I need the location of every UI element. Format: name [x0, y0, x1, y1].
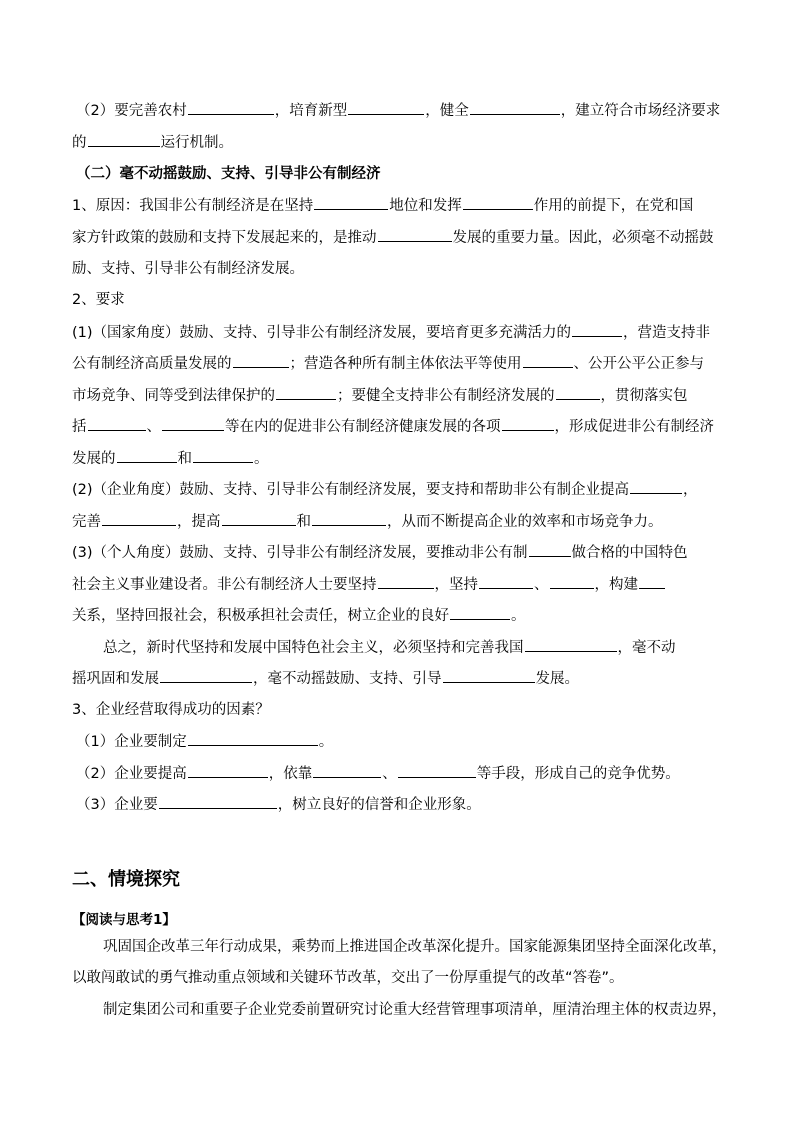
blank[interactable] [398, 763, 476, 778]
text-line: 市场竞争、同等受到法律保护的 ；要健全支持非公有制经济发展的 ，贯彻落实包 [72, 385, 688, 406]
blank[interactable] [529, 542, 571, 557]
blank[interactable] [276, 385, 336, 400]
text-line: 公有制经济高质量发展的 ；营造各种所有制主体依法平等使用 、公开公平公正参与 [72, 353, 704, 374]
blank[interactable] [222, 511, 296, 526]
text-line: （2）企业要提高 ，依靠 、 等手段，形成自己的竞争优势。 [76, 763, 680, 784]
text-line: （3）企业要 ，树立良好的信誉和企业形象。 [76, 794, 481, 815]
text-line: (2)（企业角度）鼓励、支持、引导非公有制经济发展，要支持和帮助非公有制企业提高 ， [72, 479, 698, 500]
blank[interactable] [159, 794, 277, 809]
blank[interactable] [188, 100, 274, 115]
text-line: 家方针政策的鼓励和支持下发展起来的，是推动 发展的重要力量。因此，必须毫不动摇鼓 [72, 227, 714, 248]
blank[interactable] [88, 132, 160, 147]
paragraph-line: 以敢闯敢试的勇气推动重点领域和关键环节改革，交出了一份厚重提气的改革“答卷”。 [72, 970, 624, 986]
blank[interactable] [312, 511, 386, 526]
blank[interactable] [117, 448, 177, 463]
blank[interactable] [443, 668, 535, 683]
text-line: 1、原因：我国非公有制经济是在坚持 地位和发挥 作用的前提下，在党和国 [72, 195, 693, 216]
blank[interactable] [556, 385, 600, 400]
blank[interactable] [314, 195, 388, 210]
text-line: 总之，新时代坚持和发展中国特色社会主义，必须坚持和完善我国 ，毫不动 [103, 637, 676, 658]
text-line: (3)（个人角度）鼓励、支持、引导非公有制经济发展，要推动非公有制 做合格的中国特色 [72, 542, 688, 563]
text-line: （2）要完善农村 ，培育新型 ，健全 ，建立符合市场经济要求 [76, 100, 720, 121]
blank[interactable] [502, 416, 554, 431]
text-line: 发展的 和 。 [72, 448, 269, 469]
text-line: 社会主义事业建设者。非公有制经济人士要坚持 ，坚持 、 ，构建 [72, 574, 666, 595]
text-line: （1）企业要制定 。 [76, 731, 333, 752]
text-line: 关系，坚持回报社会，积极承担社会责任，树立企业的良好 。 [72, 605, 526, 626]
blank[interactable] [639, 574, 665, 589]
text-line: (1)（国家角度）鼓励、支持、引导非公有制经济发展，要培育更多充满活力的 ，营造支持非 [72, 322, 710, 343]
text-line: 3、企业经营取得成功的因素？ [72, 702, 270, 718]
blank[interactable] [348, 100, 424, 115]
blank[interactable] [525, 637, 617, 652]
paragraph-line: 巩固国企改革三年行动成果，乘势而上推进国企改革深化提升。国家能源集团坚持全面深化改革， [103, 939, 727, 955]
blank[interactable] [378, 574, 434, 589]
text-line: 摇巩固和发展 ，毫不动摇鼓励、支持、引导 发展。 [72, 668, 579, 689]
blank[interactable] [188, 763, 268, 778]
blank[interactable] [162, 416, 224, 431]
blank[interactable] [188, 731, 318, 746]
blank[interactable] [313, 763, 381, 778]
blank[interactable] [102, 511, 176, 526]
section-heading: （二）毫不动摇鼓励、支持、引导非公有制经济 [76, 166, 381, 182]
text-line: 励、支持、引导非公有制经济发展。 [72, 261, 304, 277]
blank[interactable] [88, 416, 146, 431]
blank[interactable] [233, 353, 289, 368]
blank[interactable] [378, 227, 452, 242]
blank[interactable] [572, 322, 622, 337]
blank[interactable] [479, 574, 533, 589]
subsection-label: 【阅读与思考1】 [72, 912, 176, 928]
blank[interactable] [523, 353, 573, 368]
text-line: 的 运行机制。 [72, 132, 233, 153]
section-heading-2: 二、情境探究 [72, 869, 180, 890]
blank[interactable] [463, 195, 533, 210]
blank[interactable] [630, 479, 682, 494]
blank[interactable] [450, 605, 510, 620]
blank[interactable] [193, 448, 253, 463]
text-line: 括 、 等在内的促进非公有制经济健康发展的各项 ，形成促进非公有制经济 [72, 416, 714, 437]
blank[interactable] [470, 100, 560, 115]
text-line: 完善 ，提高 和 ，从而不断提高企业的效率和市场竞争力。 [72, 511, 663, 532]
paragraph-line: 制定集团公司和重要子企业党委前置研究讨论重大经营管理事项清单，厘清治理主体的权责边界， [103, 1002, 727, 1018]
blank[interactable] [550, 574, 594, 589]
blank[interactable] [160, 668, 252, 683]
text-line: 2、要求 [72, 292, 125, 308]
